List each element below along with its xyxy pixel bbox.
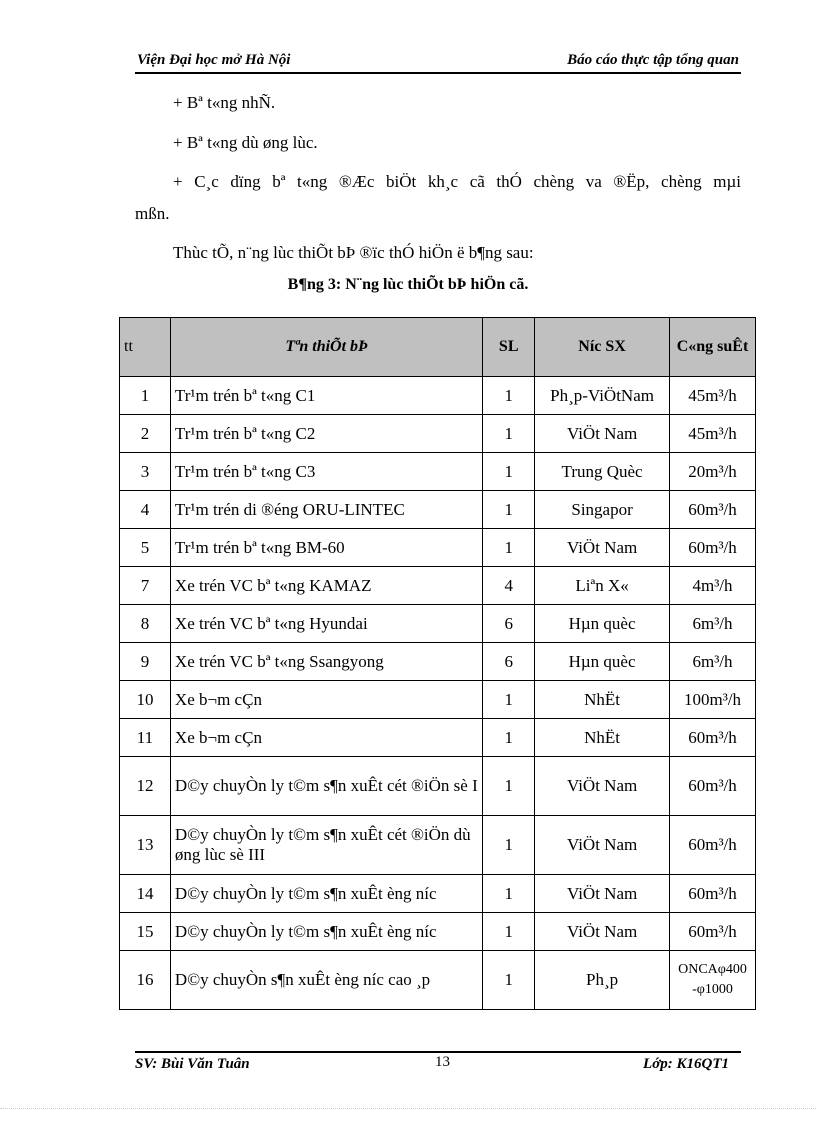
page-footer [135, 1051, 741, 1077]
table-row [120, 605, 756, 643]
paragraph-prestressed-concrete: + Bª t«ng dù øng lùc. [173, 133, 318, 152]
table-row [120, 415, 756, 453]
paragraph-table-intro: Thùc tÕ, n¨ng lùc thiÕt bÞ ®ïc thÓ hiÖn ë b¶ng sau: [173, 243, 534, 262]
table-caption: B¶ng 3: N¨ng lùc thiÕt bÞ hiÖn cã. [287, 276, 529, 293]
page-header [135, 50, 741, 74]
cell-origin-country: ViÖt Nam [535, 415, 670, 453]
col-header-quantity: SL [483, 318, 535, 377]
cell-capacity: ONCAφ400 -φ1000 [669, 951, 755, 1010]
cell-row-number: 15 [120, 913, 171, 951]
cell-row-number: 16 [120, 951, 171, 1010]
footer-student: SV: Bùi Văn Tuân [135, 1056, 250, 1072]
equipment-table [119, 317, 756, 1010]
cell-quantity: 6 [483, 605, 535, 643]
cell-equipment-name: Tr¹m trén bª t«ng C2 [170, 415, 482, 453]
cell-row-number: 7 [120, 567, 171, 605]
table-row [120, 643, 756, 681]
cell-row-number: 8 [120, 605, 171, 643]
table-row [120, 529, 756, 567]
col-header-name: Tªn thiÕt bÞ [170, 318, 482, 377]
table-row [120, 719, 756, 757]
cell-row-number: 1 [120, 377, 171, 415]
cell-origin-country: Trung Quèc [535, 453, 670, 491]
cell-quantity: 1 [483, 757, 535, 816]
cell-row-number: 10 [120, 681, 171, 719]
footer-class: Lớp: K16QT1 [643, 1056, 729, 1072]
table-header-row [120, 318, 756, 377]
cell-origin-country: ViÖt Nam [535, 875, 670, 913]
cell-capacity: 45m³/h [669, 415, 755, 453]
cell-origin-country: Hµn quèc [535, 605, 670, 643]
cell-origin-country: ViÖt Nam [535, 529, 670, 567]
cell-equipment-name: D©y chuyÒn ly t©m s¶n xuÊt cét ®iÖn sè I [170, 757, 482, 816]
table-row [120, 377, 756, 415]
table-row [120, 875, 756, 913]
cell-quantity: 1 [483, 913, 535, 951]
cell-equipment-name: Tr¹m trén bª t«ng C3 [170, 453, 482, 491]
cell-capacity: 4m³/h [669, 567, 755, 605]
cell-row-number: 2 [120, 415, 171, 453]
cell-quantity: 6 [483, 643, 535, 681]
cell-origin-country: NhËt [535, 681, 670, 719]
cell-row-number: 4 [120, 491, 171, 529]
table-row [120, 951, 756, 1010]
cell-quantity: 1 [483, 491, 535, 529]
cell-equipment-name: Tr¹m trén di ®éng ORU-LINTEC [170, 491, 482, 529]
table-row [120, 757, 756, 816]
cell-row-number: 11 [120, 719, 171, 757]
cell-capacity: 100m³/h [669, 681, 755, 719]
cell-equipment-name: D©y chuyÒn ly t©m s¶n xuÊt èng níc [170, 913, 482, 951]
paragraph-light-concrete: + Bª t«ng nhÑ. [173, 93, 276, 112]
cell-origin-country: ViÖt Nam [535, 913, 670, 951]
header-institution: Viện Đại học mở Hà Nội [137, 52, 291, 68]
table-row [120, 681, 756, 719]
cell-equipment-name: Xe trén VC bª t«ng KAMAZ [170, 567, 482, 605]
cell-row-number: 12 [120, 757, 171, 816]
table-row [120, 913, 756, 951]
cell-capacity: 20m³/h [669, 453, 755, 491]
cell-origin-country: NhËt [535, 719, 670, 757]
cell-origin-country: Ph¸p [535, 951, 670, 1010]
cell-equipment-name: Xe b¬m cÇn [170, 719, 482, 757]
cell-row-number: 5 [120, 529, 171, 567]
cell-quantity: 1 [483, 816, 535, 875]
cell-capacity: 6m³/h [669, 643, 755, 681]
cell-capacity: 60m³/h [669, 719, 755, 757]
cell-equipment-name: Tr¹m trén bª t«ng BM-60 [170, 529, 482, 567]
cell-quantity: 1 [483, 951, 535, 1010]
table-row [120, 816, 756, 875]
cell-capacity: 60m³/h [669, 757, 755, 816]
header-report-title: Báo cáo thực tập tổng quan [567, 52, 739, 68]
cell-origin-country: Liªn X« [535, 567, 670, 605]
cell-capacity: 45m³/h [669, 377, 755, 415]
table-row [120, 453, 756, 491]
table-row [120, 567, 756, 605]
cell-equipment-name: Xe trén VC bª t«ng Ssangyong [170, 643, 482, 681]
cell-equipment-name: D©y chuyÒn s¶n xuÊt èng níc cao ¸p [170, 951, 482, 1010]
cell-quantity: 1 [483, 875, 535, 913]
cell-row-number: 9 [120, 643, 171, 681]
cell-row-number: 14 [120, 875, 171, 913]
cell-equipment-name: Xe b¬m cÇn [170, 681, 482, 719]
col-header-capacity: C«ng suÊt [669, 318, 755, 377]
cell-row-number: 13 [120, 816, 171, 875]
cell-quantity: 1 [483, 453, 535, 491]
cell-row-number: 3 [120, 453, 171, 491]
cell-quantity: 1 [483, 377, 535, 415]
cell-quantity: 1 [483, 529, 535, 567]
cell-quantity: 4 [483, 567, 535, 605]
paragraph-special-concrete-cont: mßn. [135, 204, 170, 223]
cell-quantity: 1 [483, 415, 535, 453]
cell-capacity: 60m³/h [669, 816, 755, 875]
col-header-origin: Níc SX [535, 318, 670, 377]
cell-origin-country: ViÖt Nam [535, 757, 670, 816]
cell-quantity: 1 [483, 719, 535, 757]
cell-quantity: 1 [483, 681, 535, 719]
cell-equipment-name: D©y chuyÒn ly t©m s¶n xuÊt èng níc [170, 875, 482, 913]
cell-capacity: 60m³/h [669, 913, 755, 951]
page-number: 13 [435, 1054, 450, 1070]
cell-origin-country: Singapor [535, 491, 670, 529]
paragraph-special-concrete: + C¸c dïng bª t«ng ®Æc biÖt kh¸c cã thÓ chèng va ®Ëp, chèng mµi [173, 172, 741, 191]
cell-equipment-name: Tr¹m trén bª t«ng C1 [170, 377, 482, 415]
table-row [120, 491, 756, 529]
cell-equipment-name: Xe trén VC bª t«ng Hyundai [170, 605, 482, 643]
page-edge [0, 1108, 816, 1109]
cell-origin-country: Hµn quèc [535, 643, 670, 681]
cell-capacity: 60m³/h [669, 875, 755, 913]
cell-origin-country: ViÖt Nam [535, 816, 670, 875]
cell-capacity: 6m³/h [669, 605, 755, 643]
cell-equipment-name: D©y chuyÒn ly t©m s¶n xuÊt cét ®iÖn dù øng lùc sè III [170, 816, 482, 875]
cell-capacity: 60m³/h [669, 529, 755, 567]
cell-origin-country: Ph¸p-ViÖtNam [535, 377, 670, 415]
cell-capacity: 60m³/h [669, 491, 755, 529]
col-header-tt: tt [120, 318, 171, 377]
